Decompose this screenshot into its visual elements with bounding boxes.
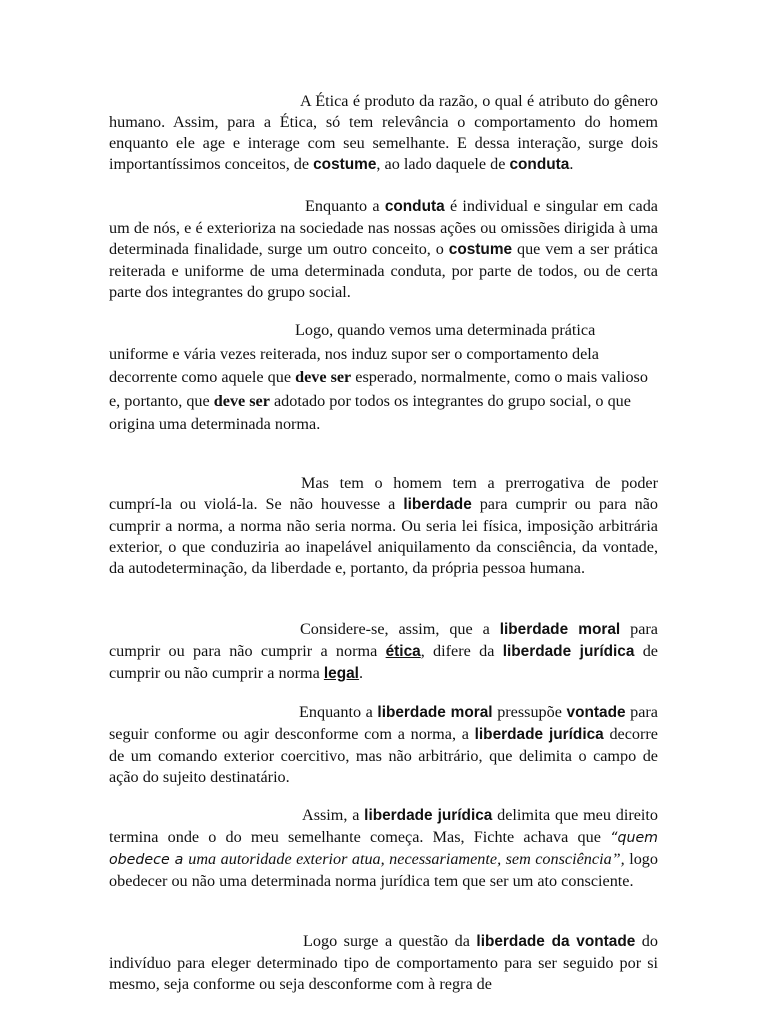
text-run: esperado, normalmente, como o mais valioso e, portanto, que bbox=[109, 368, 648, 410]
underlined-term-etica: ética bbox=[385, 642, 421, 660]
bold-term-liberdade-juridica: liberdade jurídica bbox=[474, 725, 604, 743]
text-run: A Ética é produto da razão, o qual é atributo do gênero humano. Assim, para a Ética, só tem relevância o comportamento do homem enquanto ele age e interage com seu semelhante. E dessa interação, surge dois importantíssimos conceitos, de bbox=[109, 92, 658, 173]
text-run: Enquanto a bbox=[299, 703, 378, 721]
paragraph-considere bbox=[109, 619, 658, 685]
text-run: Logo surge a questão da bbox=[303, 932, 477, 950]
bold-term-liberdade: liberdade bbox=[403, 495, 472, 513]
bold-term-liberdade-juridica: liberdade jurídica bbox=[502, 642, 635, 660]
bold-term-liberdade-da-vontade: liberdade da vontade bbox=[476, 933, 636, 950]
text-run: de cumprir ou não cumprir a norma bbox=[109, 641, 658, 682]
bold-term-vontade: vontade bbox=[566, 704, 626, 721]
text-run: , ao lado daquele de bbox=[376, 154, 510, 173]
bold-term-liberdade-moral: liberdade moral bbox=[377, 704, 493, 721]
text-run: Assim, a bbox=[302, 806, 365, 824]
paragraph-fichte bbox=[109, 805, 658, 892]
bold-term-liberdade-juridica: liberdade jurídica bbox=[364, 807, 493, 824]
text-run: decorre de um comando exterior coercitivo, mas não arbitrário, que delimita o campo de ação do sujeito destinatário. bbox=[109, 724, 658, 786]
text-run: delimita que meu direito termina onde o do meu semelhante começa. Mas, Fichte achava que bbox=[109, 806, 658, 846]
text-run: é individual e singular em cada um de nós, e é exterioriza na sociedade nas nossas ações ou omissões dirigida à uma determinada finalidade, surge um outro conceito, o bbox=[109, 197, 658, 258]
bold-term-costume: costume bbox=[448, 240, 513, 258]
paragraph-conduta bbox=[109, 196, 658, 303]
paragraph-logo-pratica bbox=[109, 319, 657, 437]
text-run: do indivíduo para eleger determinado tipo de comportamento para ser seguido por si mesmo, seja conforme ou seja desconforme com à regra de bbox=[109, 932, 658, 993]
text-run: Enquanto a bbox=[305, 197, 385, 215]
bold-term-deve-ser: deve ser bbox=[213, 391, 270, 410]
bold-term-costume: costume bbox=[313, 155, 377, 173]
text-run: pressupõe bbox=[492, 703, 567, 721]
bold-term-conduta: conduta bbox=[384, 198, 445, 215]
text-run: Mas tem o homem tem a prerrogativa de poder cumprí-la ou violá-la. Se não houvesse a bbox=[109, 474, 658, 513]
bold-term-conduta: conduta bbox=[509, 155, 570, 173]
text-run: Considere-se, assim, que a bbox=[300, 620, 500, 638]
text-run: para cumprir ou para não cumprir a norma bbox=[109, 620, 658, 660]
underlined-term-legal: legal bbox=[323, 664, 359, 682]
text-run: para seguir conforme ou agir desconforme com a norma, a bbox=[109, 703, 658, 743]
paragraph-enquanto-moral bbox=[109, 702, 658, 788]
text-run: Logo, quando vemos uma determinada prática uniforme e vária vezes reiterada, nos induz supor ser o comportamento dela decorrente como aquele que bbox=[109, 321, 599, 387]
paragraph-prerrogativa bbox=[109, 473, 658, 579]
paragraph-liberdade-vontade bbox=[109, 931, 658, 995]
quote-fichte-start: “quem obedece a bbox=[109, 829, 658, 868]
paragraph-etica bbox=[109, 91, 658, 176]
text-run: adotado por todos os integrantes do grupo social, o que origina uma determinada norma. bbox=[109, 391, 631, 434]
quote-fichte-rest: uma autoridade exterior atua, necessariamente, sem consciência”, bbox=[188, 849, 625, 868]
text-run: para cumprir ou para não cumprir a norma, a norma não seria norma. Ou seria lei física, imposição arbitrária exterior, o que conduziria ao inapelável aniquilamento da consciência, da vontade, da autodeterminação, da liberdade e, portanto, da própria pessoa humana. bbox=[109, 494, 659, 577]
bold-term-deve-ser: deve ser bbox=[295, 368, 352, 387]
text-run: logo obedecer ou não uma determinada norma jurídica tem que ser um ato consciente. bbox=[109, 849, 658, 890]
text-run: , difere da bbox=[420, 641, 503, 660]
text-run: . bbox=[358, 663, 363, 682]
text-run: que vem a ser prática reiterada e uniforme de uma determinada conduta, por parte de todos, ou de certa parte dos integrantes do grupo social. bbox=[109, 239, 658, 301]
bold-term-liberdade-moral: liberdade moral bbox=[499, 621, 621, 638]
text-run: . bbox=[569, 154, 574, 173]
